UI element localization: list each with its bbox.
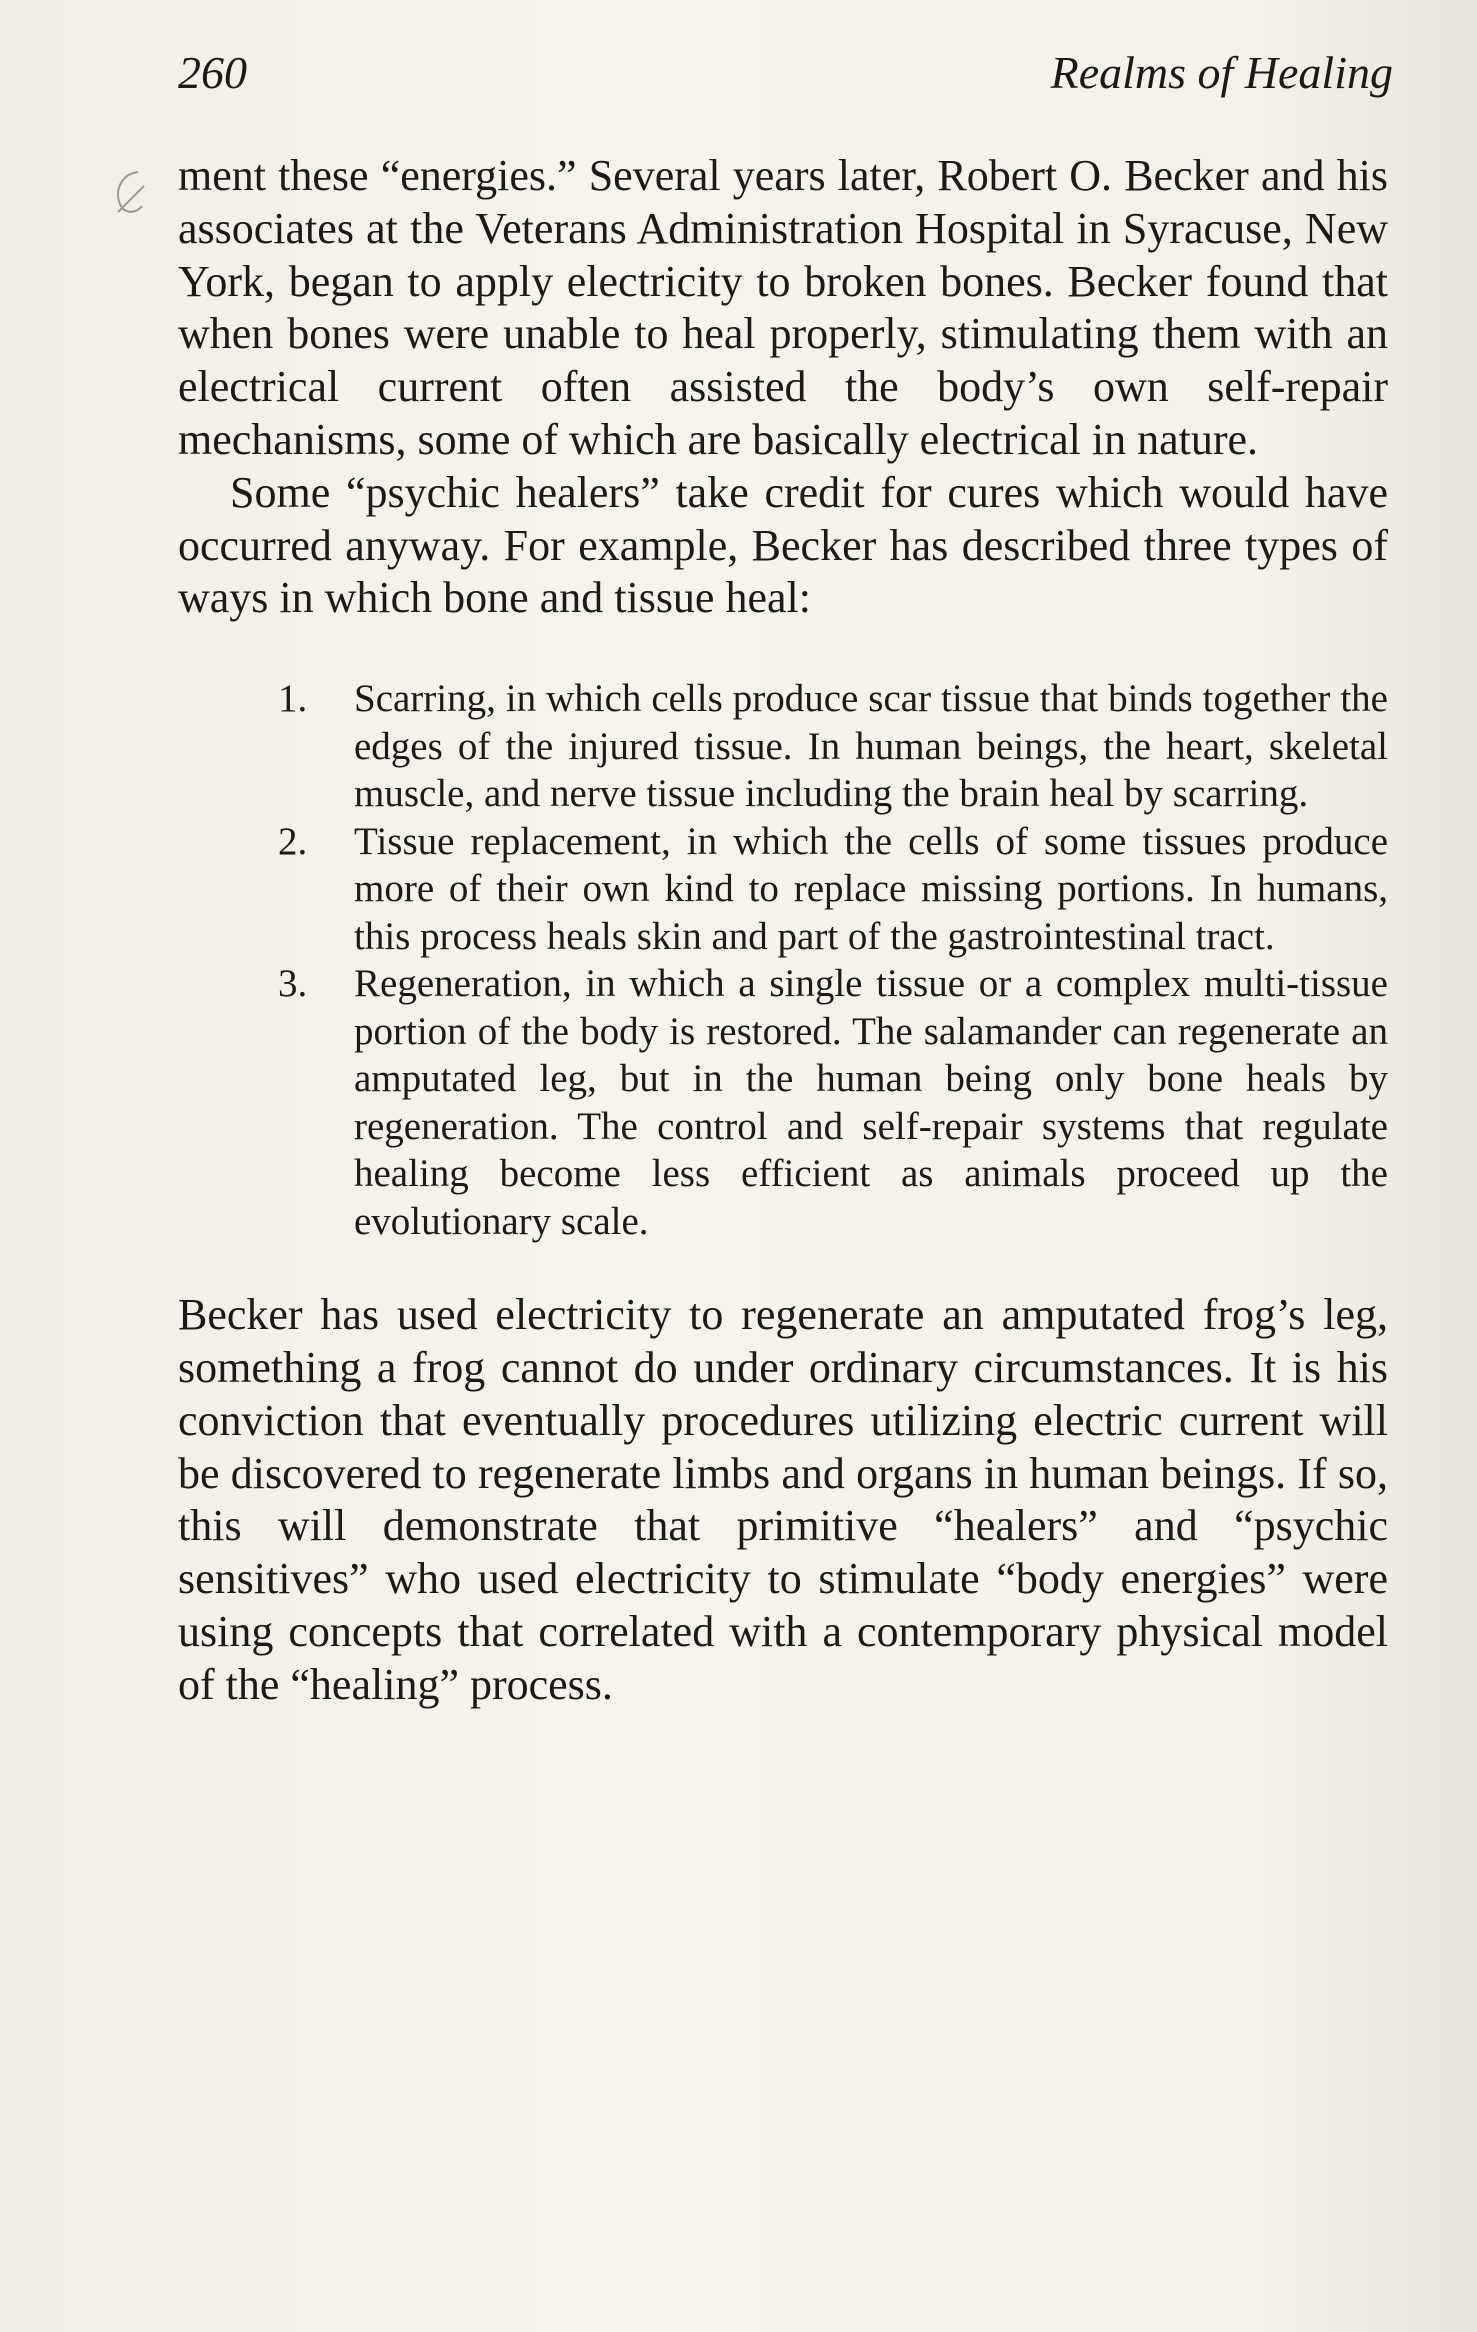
running-title: Realms of Healing — [1050, 47, 1393, 98]
list-item — [178, 675, 1388, 818]
page-header — [178, 38, 1393, 108]
list-item-text: Regeneration, in which a single tissue or a complex multi-tissue portion of the body is restored. The salamander can regenerate an amputated leg, but in the human being only bone heals by regeneration. The control and self-repair systems that regulate healing become less efficient as animals proceed up the evolutionary scale. — [354, 962, 1388, 1243]
page-number: 260 — [178, 47, 247, 98]
list-item — [178, 960, 1388, 1245]
list-item-text: Scarring, in which cells produce scar tissue that binds together the edges of the injured tissue. In human beings, the heart, skeletal muscle, and nerve tissue including the brain heal by scarring. — [354, 677, 1388, 816]
body-text — [178, 150, 1388, 1712]
paragraph-3: Becker has used electricity to regenerate an amputated frog’s leg, something a frog cannot do under ordinary circumstances. It is his conviction that eventually procedures utilizing electric current will be discovered to regenerate limbs and organs in human beings. If so, this will demonstrate that primitive “healers” and “psychic sensitives” who used electricity to stimulate “body energies” were using concepts that correlated with a contemporary physical model of the “healing” process. — [178, 1290, 1388, 1709]
list-item-text: Tissue replacement, in which the cells of some tissues produce more of their own kind to replace missing portions. In humans, this process heals skin and part of the gastrointestinal tract. — [354, 819, 1388, 958]
list-item-number: 3. — [278, 962, 308, 1006]
paragraph-2: Some “psychic healers” take credit for cures which would have occurred anyway. For example, Becker has described three types of ways in which bone and tissue heal: — [178, 467, 1388, 623]
list-item — [178, 818, 1388, 961]
list-item-number: 2. — [278, 819, 308, 863]
list-item-number: 1. — [278, 677, 308, 721]
paragraph-1: ment these “energies.” Several years later, Robert O. Becker and his associates at the Veterans Administration Hospital in Syracuse, New York, began to apply electricity to broken bones. Becker found that when bones were unable to heal properly, stimulating them with an electrical current often assisted the body’s own self-repair mechanisms, some of which are basically electrical in nature. — [178, 151, 1388, 464]
pencil-mark-icon — [108, 166, 158, 226]
healing-types-list — [178, 675, 1388, 1245]
